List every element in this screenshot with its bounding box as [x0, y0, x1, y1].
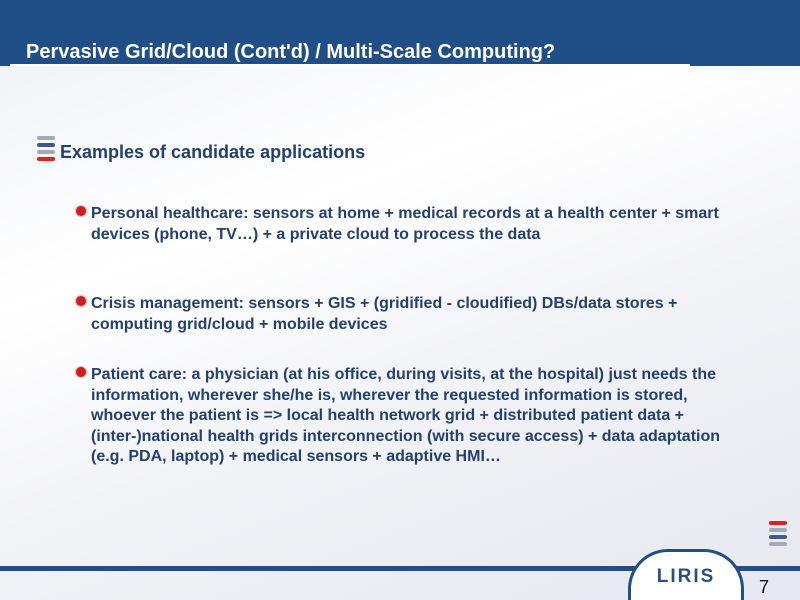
stacked-bars-icon	[37, 136, 55, 164]
liris-logo: LIRIS	[656, 566, 716, 587]
stack-bar	[37, 157, 55, 161]
stacked-bars-icon	[769, 521, 787, 549]
stack-bar	[769, 542, 787, 546]
bullet-dot-icon	[76, 296, 86, 306]
stack-bar	[37, 143, 55, 147]
slide-title: Pervasive Grid/Cloud (Cont'd) / Multi-Scale Computing?	[10, 38, 690, 66]
page-number: 7	[758, 577, 769, 597]
stack-bar	[769, 535, 787, 539]
stack-bar	[37, 136, 55, 140]
bullet-item: Personal healthcare: sensors at home + medical records at a health center + smart devices (phone, TV…) + a private cloud to process the data	[91, 205, 719, 243]
stack-bar	[769, 528, 787, 532]
bullet-item: Patient care: a physician (at his office, during visits, at the hospital) just needs the information, wherever she/he is, wherever the requested information is stored, whoever the patient is => local health network grid + distributed patient data + (inter-)national health grids interconnection (with secure access) + data adaptation (e.g. PDA, laptop) + medical sensors + adaptive HMI…	[91, 366, 721, 465]
bullet-item: Crisis management: sensors + GIS + (gridified - cloudified) DBs/data stores + computing grid/cloud + mobile devices	[91, 295, 678, 333]
section-heading: Examples of candidate applications	[60, 142, 366, 162]
stack-bar	[769, 521, 787, 525]
bullet-dot-icon	[76, 367, 86, 377]
bullet-dot-icon	[76, 206, 86, 216]
stack-bar	[37, 150, 55, 154]
title-underline	[10, 64, 690, 66]
